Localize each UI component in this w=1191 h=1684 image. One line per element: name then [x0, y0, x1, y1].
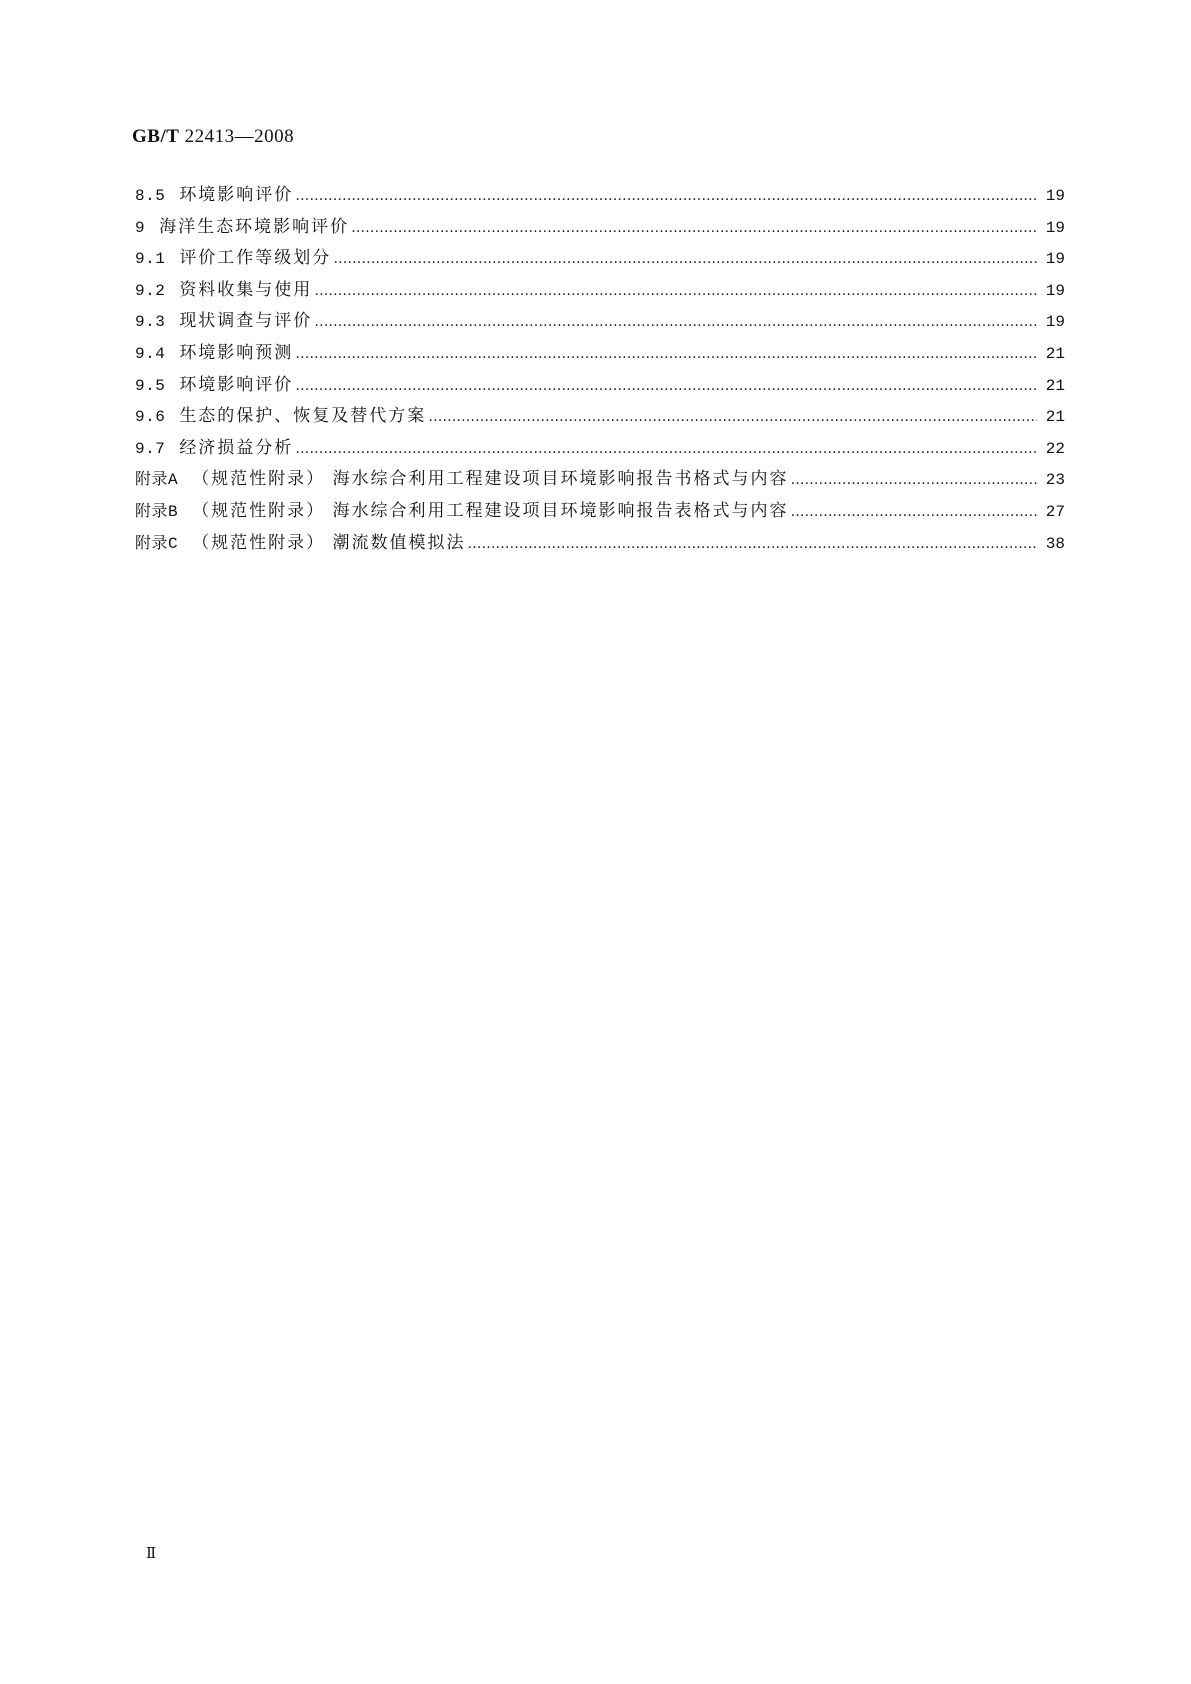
toc-entry-number: 9.5 [135, 376, 166, 395]
toc-entry[interactable] [135, 496, 1065, 528]
toc-entry-page: 21 [1045, 408, 1065, 427]
toc-entry-number: 9.6 [135, 408, 166, 427]
page-number: Ⅱ [146, 1546, 157, 1562]
toc-entry[interactable] [135, 370, 1065, 402]
table-of-contents [135, 180, 1065, 559]
toc-entry-page: 22 [1045, 439, 1065, 458]
toc-dot-leader [791, 464, 1037, 497]
toc-dot-leader [314, 306, 1037, 339]
toc-entry-title: （规范性附录） 海水综合利用工程建设项目环境影响报告书格式与内容 [192, 469, 789, 490]
toc-entry-number: 9 [135, 218, 146, 237]
toc-dot-leader [295, 338, 1037, 371]
toc-dot-leader [791, 496, 1037, 529]
toc-entry-page: 19 [1045, 187, 1065, 205]
toc-entry[interactable] [135, 243, 1065, 275]
toc-dot-leader [295, 433, 1037, 466]
toc-entry-page: 19 [1045, 313, 1065, 332]
toc-entry-number: 8.5 [135, 187, 166, 205]
toc-entry-title: （规范性附录） 海水综合利用工程建设项目环境影响报告表格式与内容 [192, 500, 789, 521]
toc-entry-number: 附录A [135, 471, 179, 490]
toc-entry-page: 19 [1045, 250, 1065, 269]
toc-entry[interactable] [135, 528, 1065, 560]
toc-entry-title: 现状调查与评价 [179, 311, 313, 332]
toc-entry-title: 评价工作等级划分 [179, 248, 332, 269]
toc-entry-title: 环境影响评价 [179, 185, 294, 205]
toc-entry-page: 23 [1045, 471, 1065, 490]
toc-entry[interactable] [135, 275, 1065, 307]
toc-entry-page: 21 [1045, 376, 1065, 395]
toc-entry[interactable] [135, 464, 1065, 496]
toc-entry-number: 9.1 [135, 250, 166, 269]
toc-entry-page: 19 [1045, 281, 1065, 300]
toc-entry-title: 经济损益分析 [179, 437, 294, 458]
toc-entry-number: 9.3 [135, 313, 166, 332]
toc-entry-page: 27 [1045, 502, 1065, 521]
toc-entry-number: 9.7 [135, 439, 166, 458]
toc-entry[interactable] [135, 401, 1065, 433]
toc-dot-leader [351, 212, 1037, 245]
toc-entry-number: 附录C [135, 534, 179, 553]
toc-entry-page: 21 [1045, 344, 1065, 363]
standard-prefix: GB/T [132, 126, 180, 147]
toc-entry[interactable] [135, 180, 1065, 212]
toc-entry-page: 19 [1045, 218, 1065, 237]
toc-entry-number: 附录B [135, 502, 179, 521]
standard-number: 22413—2008 [184, 126, 295, 147]
toc-dot-leader [314, 275, 1037, 308]
toc-entry[interactable] [135, 338, 1065, 370]
toc-dot-leader [333, 243, 1037, 276]
toc-entry-title: 环境影响评价 [179, 374, 294, 395]
toc-entry-number: 9.4 [135, 344, 166, 363]
toc-entry-title: 海洋生态环境影响评价 [159, 216, 350, 237]
toc-dot-leader [295, 370, 1037, 403]
toc-entry-title: 生态的保护、恢复及替代方案 [179, 406, 427, 427]
toc-entry[interactable] [135, 306, 1065, 338]
toc-dot-leader [295, 180, 1037, 213]
toc-entry-number: 9.2 [135, 281, 166, 300]
standard-code-header [132, 126, 294, 148]
toc-entry-title: （规范性附录） 潮流数值模拟法 [192, 532, 466, 553]
toc-entry-title: 资料收集与使用 [179, 279, 313, 300]
toc-entry[interactable] [135, 212, 1065, 244]
toc-entry-title: 环境影响预测 [179, 342, 294, 363]
toc-dot-leader [428, 401, 1037, 434]
toc-entry-page: 38 [1045, 534, 1065, 553]
toc-entry[interactable] [135, 433, 1065, 465]
toc-dot-leader [468, 528, 1037, 561]
